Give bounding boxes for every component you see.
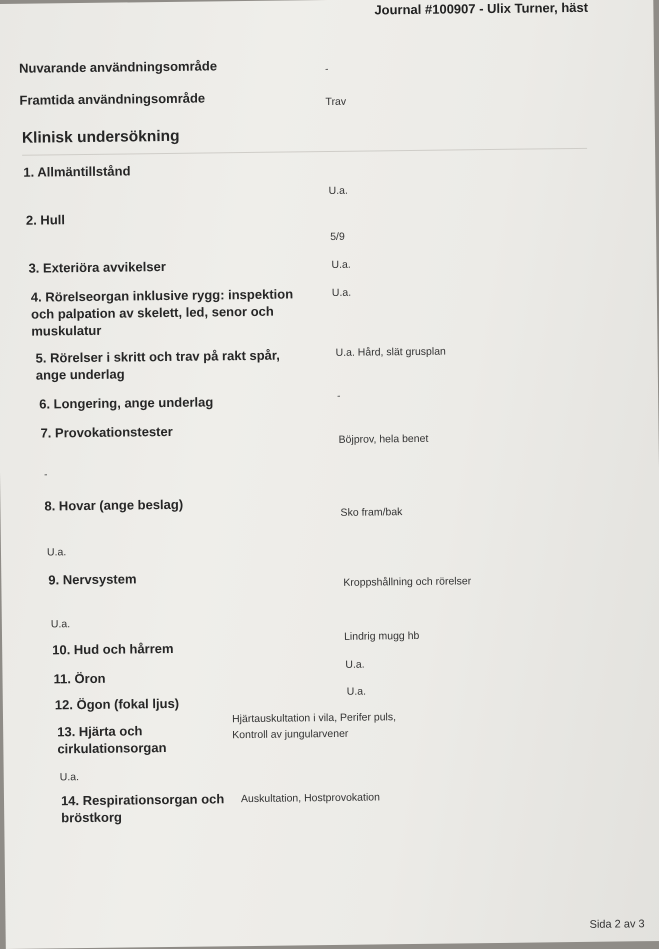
item-7-label: 7. Provokationstester: [40, 423, 173, 441]
item-3-label: 3. Exteriöra avvikelser: [28, 258, 166, 276]
item-4-value: U.a.: [331, 286, 352, 299]
item-14-value: Auskultation, Hostprovokation: [240, 791, 380, 806]
item-9-label: 9. Nervsystem: [48, 571, 137, 588]
item-4-label: 4. Rörelseorgan inklusive rygg: inspektion och palpation av skelett, led, senor och muskulatur: [30, 286, 294, 339]
item-2-value: 5/9: [330, 230, 345, 243]
item-13-note: U.a.: [59, 771, 80, 784]
item-3-value: U.a.: [331, 258, 351, 271]
item-2-label: 2. Hull: [25, 212, 66, 228]
item-1-label: 1. Allmäntillstånd: [23, 163, 131, 180]
item-5-value: U.a. Hård, slät grusplan: [335, 345, 446, 359]
current-usage-label: Nuvarande användningsområde: [18, 58, 218, 76]
item-14-label: 14. Respirationsorgan och bröstkorg: [60, 791, 225, 826]
item-9-value: Kroppshållning och rörelser: [343, 575, 472, 589]
page-indicator: Sida 2 av 3: [589, 918, 645, 931]
item-8-label: 8. Hovar (ange beslag): [44, 496, 184, 514]
item-10-label: 10. Hud och hårrem: [52, 640, 174, 658]
item-7-value: Böjprov, hela benet: [338, 432, 429, 446]
section-divider: [22, 148, 587, 156]
item-6-value: -: [337, 390, 341, 402]
journal-title: Journal #100907 - Ulix Turner, häst: [374, 0, 589, 18]
item-7-note: -: [43, 469, 48, 481]
item-12-label: 12. Ögon (fokal ljus): [54, 695, 180, 713]
future-usage-label: Framtida användningsområde: [19, 90, 206, 108]
item-11-value: U.a.: [345, 658, 365, 671]
item-13-value: Hjärtauskultation i vila, Perifer puls, Kontroll av jungularvener: [231, 711, 397, 742]
section-title: Klinisk undersökning: [21, 127, 180, 147]
future-usage-value: Trav: [325, 95, 347, 109]
item-8-note: U.a.: [46, 546, 67, 559]
item-10-value: Lindrig mugg hb: [343, 629, 420, 643]
item-12-value: U.a.: [346, 685, 367, 698]
item-9-note: U.a.: [50, 618, 71, 631]
item-11-label: 11. Öron: [53, 670, 106, 687]
item-1-value: U.a.: [328, 184, 348, 197]
item-5-label: 5. Rörelser i skritt och trav på rakt spår, ange underlag: [35, 347, 280, 383]
item-8-value: Sko fram/bak: [340, 506, 403, 519]
item-6-label: 6. Longering, ange underlag: [39, 394, 214, 412]
item-13-label: 13. Hjärta och cirkulationsorgan: [57, 723, 167, 757]
current-usage-value: -: [325, 63, 329, 76]
